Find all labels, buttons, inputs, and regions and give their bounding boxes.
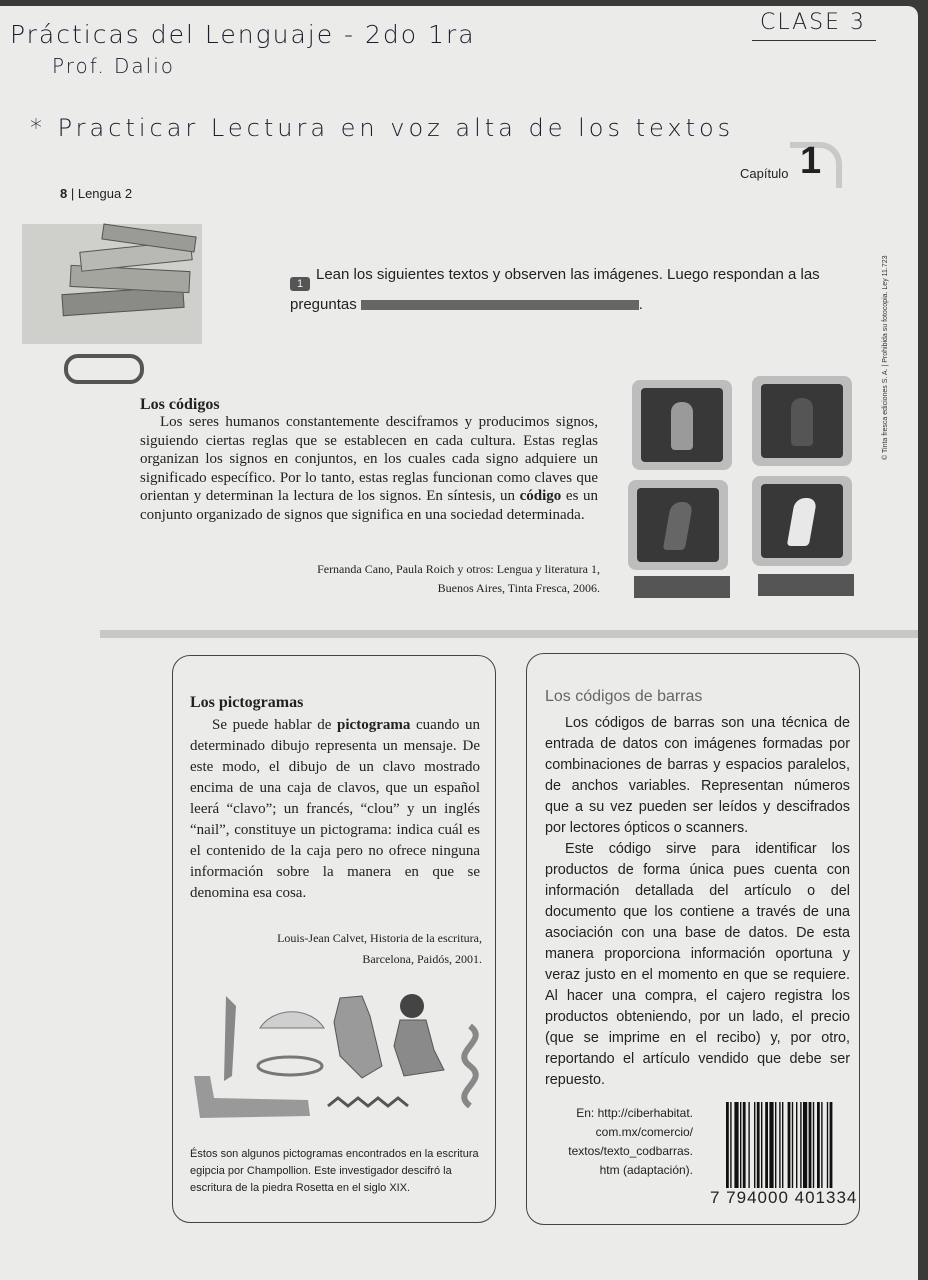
pictogramas-caption: Éstos son algunos pictogramas encontrados en la escritura egipcia por Champollion. Este investigador descifró la escritura de la piedra Rosetta en el siglo XIX. bbox=[190, 1148, 479, 1194]
barcode-bar bbox=[830, 1102, 833, 1190]
walking-figure-icon bbox=[663, 502, 693, 550]
barcode-bar bbox=[792, 1102, 793, 1190]
barcode-bar bbox=[740, 1102, 741, 1190]
barcode-bar bbox=[743, 1102, 746, 1190]
handwritten-class-label: CLASE 3 bbox=[760, 10, 867, 35]
page-number: 8 | Lengua 2 bbox=[60, 186, 133, 201]
page-number-value: 8 bbox=[60, 186, 68, 201]
book-name: Lengua 2 bbox=[77, 186, 133, 201]
copyright-notice: © Tinta fresca ediciones S. A. | Prohibida su fotocopia. Ley 11.723 bbox=[882, 255, 889, 460]
pictogramas-source-line: Barcelona, Paidós, 2001. bbox=[362, 952, 482, 966]
instruction-text: Lean los siguientes textos y observen las imágenes. Luego respondan a las preguntas bbox=[290, 266, 820, 313]
handwritten-title: Prácticas del Lenguaje - 2do 1ra bbox=[10, 20, 476, 49]
crossed-out-text bbox=[361, 300, 639, 310]
chapter-number: 1 bbox=[800, 140, 822, 182]
barras-source bbox=[548, 1104, 693, 1180]
barcode-bar bbox=[769, 1102, 773, 1190]
paperclip-icon bbox=[64, 354, 144, 384]
barcode-bar bbox=[803, 1102, 807, 1190]
light-base bbox=[758, 574, 854, 596]
barcode-bar bbox=[800, 1102, 801, 1190]
handwritten-task: * Practicar Lectura en voz alta de los textos bbox=[30, 114, 735, 142]
light-screen bbox=[761, 384, 843, 458]
barras-source-line: htm (adaptación). bbox=[599, 1163, 693, 1177]
pictogramas-title: Los pictogramas bbox=[190, 694, 304, 711]
instruction-number: 1 bbox=[290, 277, 310, 291]
books-photo bbox=[22, 224, 202, 344]
seated-man-head-icon bbox=[400, 994, 424, 1018]
mouth-glyph-icon bbox=[258, 1057, 322, 1075]
barcode-bar bbox=[788, 1102, 791, 1190]
barcode-bar bbox=[813, 1102, 814, 1190]
pictogramas-keyword: pictograma bbox=[337, 717, 411, 733]
pedestrian-light bbox=[632, 380, 732, 470]
barras-body bbox=[545, 713, 850, 1091]
light-screen bbox=[637, 488, 719, 562]
pedestrian-lights-photo bbox=[628, 376, 860, 600]
codigos-title: Los códigos bbox=[140, 396, 220, 413]
standing-figure-icon bbox=[671, 402, 693, 450]
barcode-bar bbox=[765, 1102, 768, 1190]
pictogramas-source bbox=[190, 928, 482, 970]
instruction: Lean los siguientes textos y observen las imágenes. Luego respondan a las preguntas . bbox=[290, 266, 820, 313]
pictogramas-body bbox=[190, 715, 480, 904]
barcode-bar bbox=[757, 1102, 760, 1190]
codigos-source bbox=[290, 560, 600, 598]
twisted-rope-glyph-icon bbox=[464, 1026, 476, 1106]
barcode-bar bbox=[782, 1102, 783, 1190]
pictogramas-body-part: cuando un determinado dibujo representa un mensaje. De este modo, el dibujo de un clavo mostrado encima de una caja de clavos, que un español leerá “clavo”; un francés, “clou” y un inglés “nail”, constituye un pictograma: indica cuál es el contenido de la caja pero no ofrece ninguna información sobre la manera en que se denomina esa cosa. bbox=[190, 717, 480, 901]
codigos-body-part: Los seres humanos constantemente desciframos y producimos signos, siguiendo ciertas reglas que se establecen en cada cultura. Estas reglas organizan los signos en conjuntos, en los cuales cada signo adquiere un significado específico. Por lo tanto, estas reglas funcionan como claves que orientan y determinan la lectura de los signos. En síntesis, un bbox=[140, 414, 598, 504]
water-glyph-icon bbox=[328, 1098, 408, 1106]
pedestrian-light bbox=[752, 376, 852, 466]
light-screen bbox=[761, 484, 843, 558]
seated-man-glyph-icon bbox=[394, 1020, 444, 1076]
pedestrian-light bbox=[628, 480, 728, 570]
owl-glyph-icon bbox=[334, 996, 382, 1078]
barcode-bar bbox=[779, 1102, 780, 1190]
codigos-source-line: Buenos Aires, Tinta Fresca, 2006. bbox=[437, 581, 600, 595]
barcode-bar bbox=[734, 1102, 738, 1190]
codigos-body bbox=[140, 413, 598, 524]
handwritten-teacher: Prof. Dalio bbox=[52, 54, 176, 78]
class-underline bbox=[752, 40, 876, 41]
barcode-bar bbox=[754, 1102, 755, 1190]
barras-source-line: com.mx/comercio/ bbox=[595, 1125, 693, 1139]
barcode-bar bbox=[775, 1102, 776, 1190]
barcode-bar bbox=[821, 1102, 822, 1190]
barras-paragraph: Este código sirve para identificar los productos de forma única pues cuenta con información detallada del artículo o del documento que los contiene a través de una asociación con una base de datos. De esta manera proporciona información oportuna y veraz justo en el momento en que se requiere. Al hacer una compra, el cajero registra los productos obteniendo, por un lado, el precio (que se imprime en el recibo) y, por otro, reportando el artículo vendido que debe ser repuesto. bbox=[545, 841, 850, 1088]
barras-source-line: textos/texto_codbarras. bbox=[568, 1144, 693, 1158]
barras-paragraph: Los códigos de barras son una técnica de entrada de datos con imágenes formadas por combinaciones de barras y espacios paralelos, de anchos variables. Representan números que a su vez pueden ser leídos y descifrados por lectores ópticos o scanners. bbox=[545, 715, 850, 836]
codigos-source-line: Fernanda Cano, Paula Roich y otros: Lengua y literatura 1, bbox=[317, 562, 600, 576]
pedestrian-light bbox=[752, 476, 852, 566]
barcode-image bbox=[724, 1102, 884, 1198]
barcode-bar bbox=[817, 1102, 820, 1190]
egyptian-hieroglyphs-image bbox=[190, 986, 490, 1126]
barcode-number: 7 794000 401334 bbox=[710, 1188, 858, 1207]
barcode-bar bbox=[827, 1102, 828, 1190]
light-base bbox=[634, 576, 730, 598]
barcode-bar bbox=[796, 1102, 797, 1190]
light-screen bbox=[641, 388, 723, 462]
codigos-keyword: código bbox=[519, 488, 562, 504]
pictogramas-source-line: Louis-Jean Calvet, Historia de la escritura, bbox=[277, 931, 482, 945]
codigos-body-part: es un conjunto organizado de signos que significa en una sociedad determinada. bbox=[140, 488, 598, 523]
section-divider bbox=[100, 630, 918, 638]
half-circle-glyph-icon bbox=[260, 1012, 324, 1028]
barcode-bar bbox=[730, 1102, 731, 1190]
knife-glyph-icon bbox=[224, 996, 236, 1081]
barras-source-line: En: http://ciberhabitat. bbox=[576, 1106, 693, 1120]
barcode-bar bbox=[809, 1102, 812, 1190]
barcode-bar bbox=[748, 1102, 749, 1190]
barras-title: Los códigos de barras bbox=[545, 688, 703, 705]
chapter-label: Capítulo bbox=[740, 166, 789, 181]
walking-figure-icon bbox=[787, 498, 817, 546]
barcode-bar bbox=[726, 1102, 729, 1190]
pictogramas-body-part: Se puede hablar de bbox=[212, 717, 338, 733]
arm-glyph-icon bbox=[194, 1076, 310, 1118]
standing-figure-icon bbox=[791, 398, 813, 446]
barcode-bar bbox=[761, 1102, 762, 1190]
